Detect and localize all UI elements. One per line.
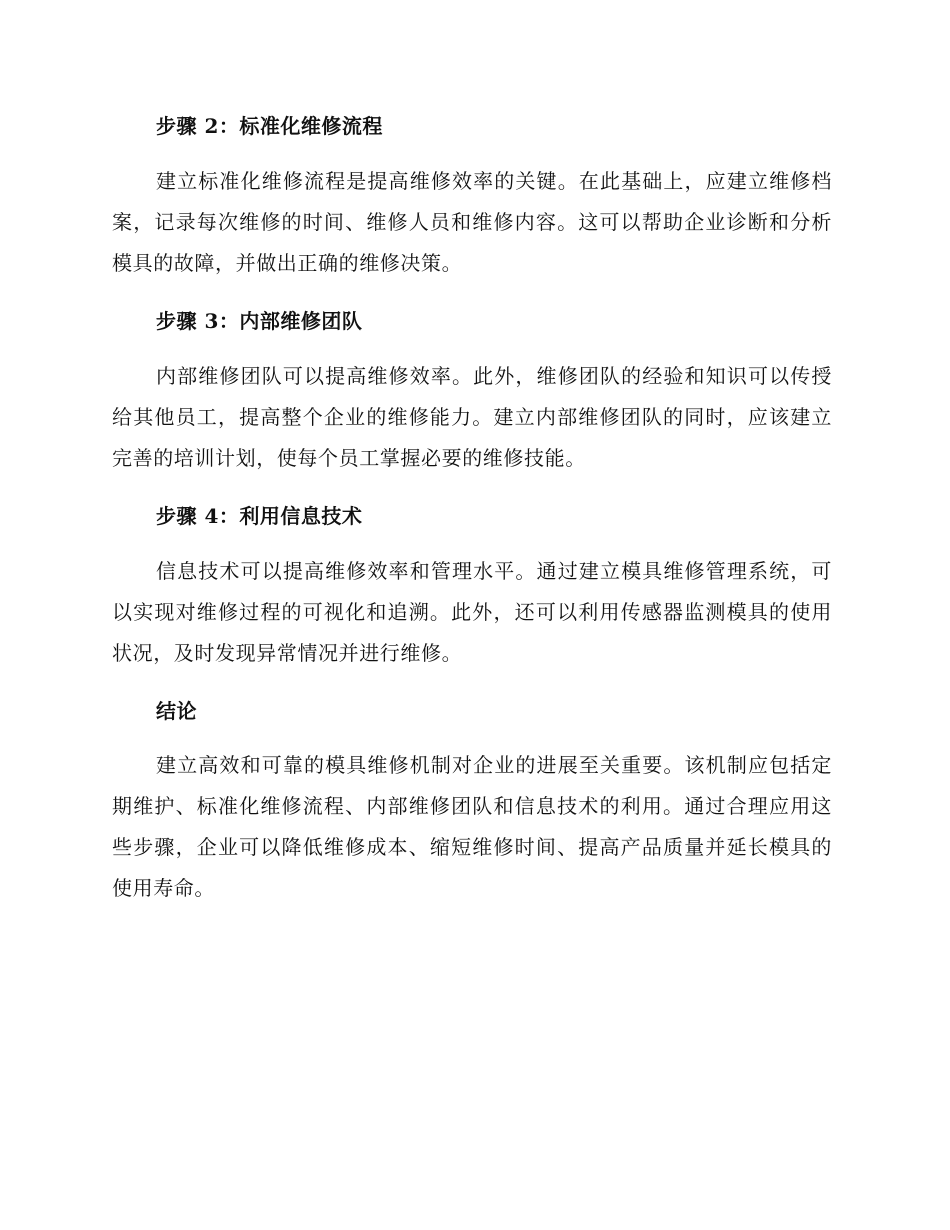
section-heading-step-3: 步骤 3：内部维修团队 <box>156 309 363 333</box>
section-paragraph-conclusion: 建立高效和可靠的模具维修机制对企业的进展至关重要。该机制应包括定期维护、标准化维修流程、内部维修团队和信息技术的利用。通过合理应用这些步骤，企业可以降低维修成本、缩短维修时间、提高产品质量并延长模具的使用寿命。 <box>112 753 832 900</box>
section-heading-step-2: 步骤 2：标准化维修流程 <box>156 114 383 138</box>
section-paragraph-step-3: 内部维修团队可以提高维修效率。此外，维修团队的经验和知识可以传授给其他员工，提高整个企业的维修能力。建立内部维修团队的同时，应该建立完善的培训计划，使每个员工掌握必要的维修技能。 <box>112 364 832 470</box>
section-heading-step-4: 步骤 4：利用信息技术 <box>156 504 363 528</box>
section-paragraph-step-4: 信息技术可以提高维修效率和管理水平。通过建立模具维修管理系统，可以实现对维修过程的可视化和追溯。此外，还可以利用传感器监测模具的使用状况，及时发现异常情况并进行维修。 <box>112 559 832 665</box>
section-paragraph-step-2: 建立标准化维修流程是提高维修效率的关键。在此基础上，应建立维修档案，记录每次维修的时间、维修人员和维修内容。这可以帮助企业诊断和分析模具的故障，并做出正确的维修决策。 <box>112 169 832 275</box>
section-heading-conclusion: 结论 <box>156 699 197 723</box>
